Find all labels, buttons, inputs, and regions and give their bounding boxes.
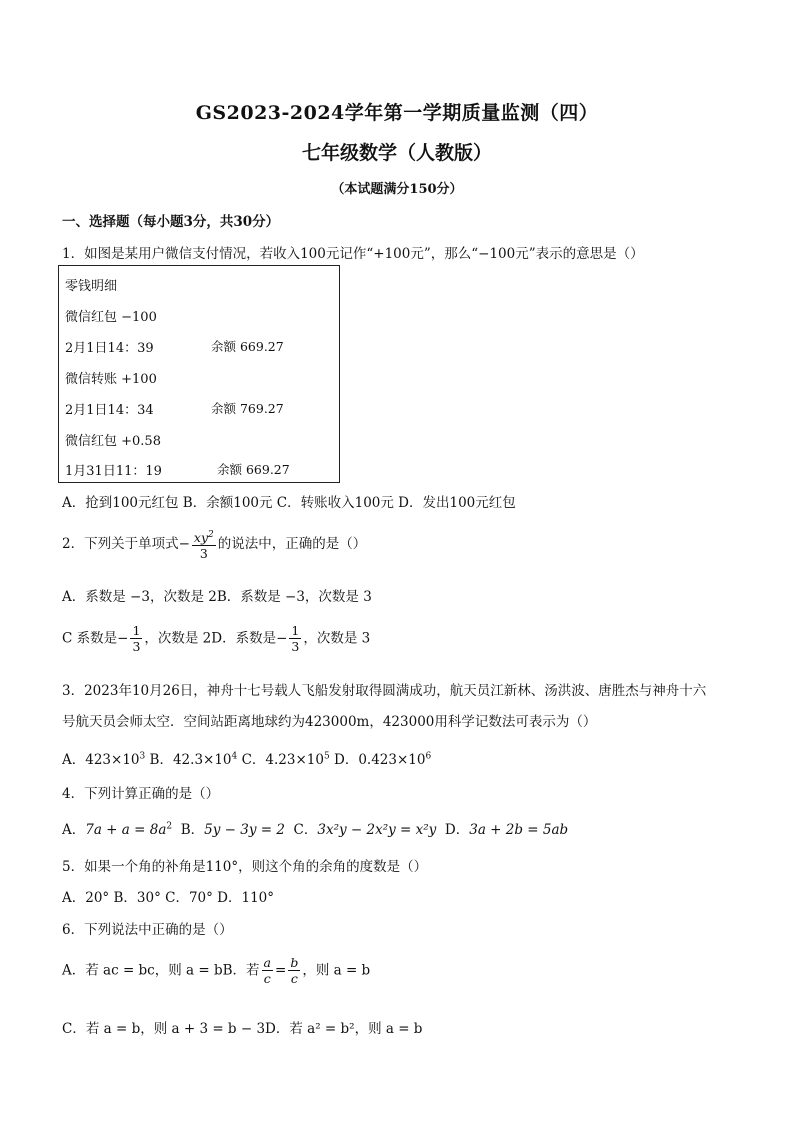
- fraction-numerator: $xy^2$: [193, 530, 214, 546]
- wallet-box-title: 零钱明细: [65, 279, 118, 294]
- wallet-entry-label: 微信红包 +0.58: [65, 434, 161, 449]
- question-5-stem: 5．如果一个角的补角是110°，则这个角的余角的度数是（）: [62, 859, 428, 875]
- coefficient-fraction: $\frac{1}{3}$: [291, 623, 300, 654]
- question-6-options-ab: A．若 ac = bc，则 a = bB．若 $\frac{a}{c}$ = $\frac{b}{c}$ ，则 a = b: [62, 955, 371, 986]
- wallet-entry-balance: 余额 669.27: [211, 339, 284, 354]
- monomial-fraction: [192, 528, 216, 561]
- wallet-detail-box: [58, 265, 340, 483]
- question-2-options-ab: A．系数是 −3，次数是 2B．系数是 −3，次数是 3: [62, 589, 372, 605]
- q2-minus-sign: −: [178, 536, 190, 553]
- score-note: （本试题满分150分）: [331, 182, 463, 197]
- wallet-entry-label: 微信红包 −100: [65, 310, 157, 325]
- question-2-stem: [62, 528, 366, 561]
- wallet-entry-time: 1月31日11：19: [65, 464, 162, 479]
- question-3-line2: 号航天员会师太空．空间站距离地球约为423000m，423000用科学记数法可表示为（）: [62, 714, 597, 730]
- q2-option-d-rest: ，次数是 3: [303, 630, 371, 647]
- q2-stem-after: 的说法中，正确的是（）: [217, 536, 367, 553]
- wallet-entry-time: 2月1日14：34: [65, 403, 154, 418]
- q2-option-c-rest: ，次数是 2D．系数是: [144, 630, 277, 647]
- question-4-stem: 4．下列计算正确的是（）: [62, 786, 220, 802]
- wallet-entry-balance: 余额 769.27: [211, 401, 284, 416]
- exam-subtitle: 七年级数学（人教版）: [301, 142, 492, 164]
- question-5-options: A．20° B．30° C．70° D．110°: [62, 890, 274, 906]
- question-6-stem: 6．下列说法中正确的是（）: [62, 922, 233, 938]
- fraction-denominator: 3: [199, 546, 208, 562]
- fraction-b-over-c: $\frac{b}{c}$: [290, 955, 299, 986]
- fraction-a-over-c: $\frac{a}{c}$: [263, 955, 271, 986]
- question-3-options: A．$423\times 10^3$ B．$42.3\times 10^4$ C．$4.23\times 10^5$ D．$0.423\times 10^6$: [62, 751, 432, 768]
- question-4-options: A．$7a + a = 8a^2$ B．5y − 3y = 2 C．3x²y − 2x²y = x²y D．3a + 2b = 5ab: [62, 821, 569, 838]
- question-1-options: A．抢到100元红包 B．余额100元 C．转账收入100元 D．发出100元红包: [62, 495, 516, 511]
- q2-option-c-label: C 系数是: [62, 630, 118, 647]
- q2-stem-before: 2．下列关于单项式: [62, 536, 179, 553]
- wallet-entry-time: 2月1日14：39: [65, 341, 154, 356]
- question-3-line1: 3．2023年10月26日，神舟十七号载人飞船发射取得圆满成功，航天员江新林、汤洪波、唐胜杰与神舟十六: [62, 683, 707, 699]
- coefficient-fraction: $\frac{1}{3}$: [132, 623, 141, 654]
- wallet-entry-label: 微信转账 +100: [65, 372, 157, 387]
- question-6-options-cd: C．若 a = b，则 a + 3 = b − 3D．若 a² = b²，则 a = b: [62, 1021, 423, 1037]
- exam-title: GS2023-2024学年第一学期质量监测（四）: [195, 102, 599, 124]
- question-2-options-cd: C 系数是− $\frac{1}{3}$ ，次数是 2D．系数是− $\frac{1}{3}$ ，次数是 3: [62, 623, 371, 654]
- wallet-entry-balance: 余额 669.27: [217, 462, 290, 477]
- question-1-stem: 1．如图是某用户微信支付情况，若收入100元记作“+100元”，那么“−100元”表示的意思是（）: [62, 246, 644, 262]
- section-heading: 一、选择题（每小题3分，共30分）: [62, 214, 280, 230]
